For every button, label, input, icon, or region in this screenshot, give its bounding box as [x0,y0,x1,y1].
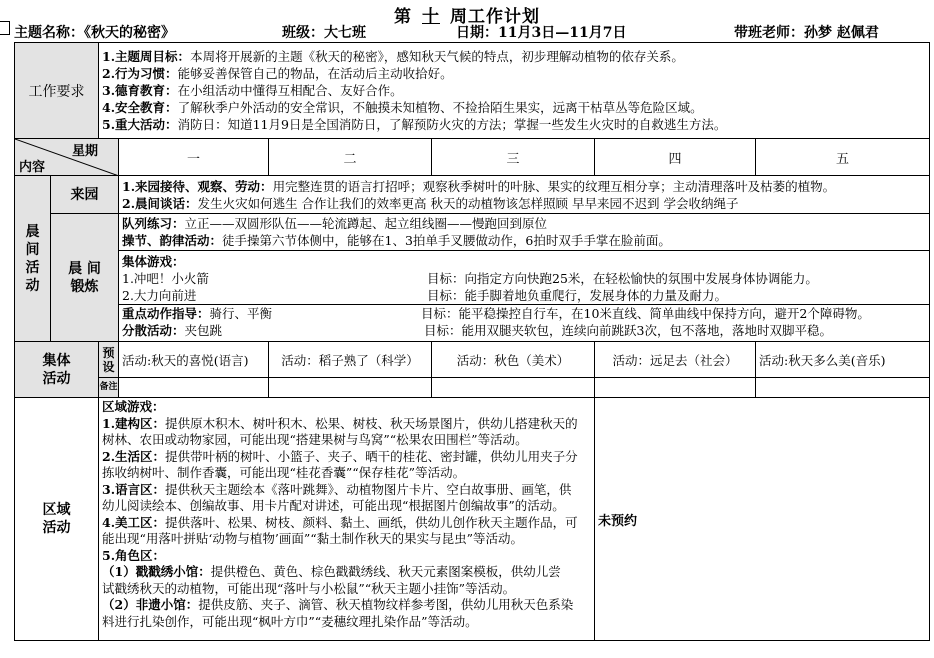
teachers: 带班老师：孙梦 赵佩君 [734,25,879,41]
work-req-label: 工作要求 [15,43,99,139]
weekly-plan-table [14,42,930,641]
note-label: 备注 [99,378,119,398]
reservation-status: 未预约 [595,398,930,641]
week-number: 十 [422,7,440,27]
page-title: 第 十 周工作计划 [394,7,540,27]
week-corner-cell [15,139,119,176]
exercise-label: 晨 间 锻炼 [51,214,119,342]
activity-tue: 活动：稻子熟了（科学） [269,342,432,378]
morning-activity-label: 晨 间 活 动 [15,176,51,342]
date-range: 日期：11月3日—11月7日 [456,25,627,41]
preset-label: 预设 [99,342,119,378]
games-content: 集体游戏： 1.冲吧！小火箭 目标：向指定方向快跑25米，在轻松愉快的氛围中发展身体协调能力。 2.大力向前进 目标：能手脚着地负重爬行，发展身体的力量及耐力。 重点动作指导：骑行、平衡 目标：能平稳操控自行车，在10米直线、简单曲线中保持方向，避开2个障碍物。 分散活动：夹包跳 目标：能用双腿夹软包，连续向前跳跃3次，包不落地，落地时双脚平稳。 [119,251,930,342]
corner-weekday-label: 星期 [71,144,98,159]
header-row [14,22,929,40]
work-req-content: 1.主题周目标：本周将开展新的主题《秋天的秘密》，感知秋天气候的特点，初步理解动植物的依存关系。 2.行为习惯：能够妥善保管自己的物品，在活动后主动收拾好。 3.德育教育：在小组活动中懂得互相配合、友好合作。 4.安全教育：了解秋季户外活动的安全常识，不触摸未知植物、不捡拾陌生果实，远离干枯草丛等危险区域。 5.重大活动：消防日：知道11月9日是全国消防日，了解预防火灾的方法；掌握一些发生火灾时的自救逃生方法。 [99,43,930,139]
activity-thu: 活动：远足去（社会） [595,342,756,378]
game-row: 1.冲吧！小火箭 目标：向指定方向快跑25米，在轻松愉快的氛围中发展身体协调能力。 [122,271,818,286]
corner-content-label: 内容 [19,160,46,175]
drill-content: 队列练习：立正——双圆形队伍——轮流蹲起、起立组线圈——慢跑回到原位 操节、韵律活动：徒手操第六节体侧中，能够在1、3拍单手叉腰做动作，6拍时双手手掌在脸前面。 [119,214,930,251]
skill-row: 分散活动：夹包跳 目标：能用双腿夹软包，连续向前跳跃3次，包不落地，落地时双脚平稳。 [122,323,832,338]
area-activity-label: 区域 活动 [15,398,99,641]
area-content: 区域游戏： 1.建构区：提供原木积木、树叶积木、松果、树枝、秋天场景图片，供幼儿搭建秋天的 树林、农田或动物家园，可能出现“搭建果树与鸟窝”“松果农田围栏”等活动。 2.生活区：提供带叶柄的树叶、小篮子、夹子、晒干的桂花、密封罐，供幼儿用夹子分 拣收纳树叶、制作香囊，可能出现“桂花香囊”“保存桂花”等活动。 3.语言区：提供秋天主题绘本《落叶跳舞》、动植物图片卡片、空白故事册、画笔，供 幼儿阅读绘本、创编故事、用卡片配对讲述，可能出现“根据图片创编故事”的活动。 4.美工区：提供落叶、松果、树枝、颜料、黏土、画纸，供幼儿创作秋天主题作品，可 能出现“用落叶拼贴‘动物与植物’画面”“黏土制作秋天的果实与昆虫”等活动。 5.角色区： （1）戳戳绣小馆：提供橙色、黄色、棕色戳戳绣线、秋天元素图案模板，供幼儿尝 试戳绣秋天的动植物，可能出现“落叶与小松鼠”“秋天主题小挂饰”等活动。 （2）非遗小馆：提供皮筋、夹子、滴管、秋天植物纹样参考图，供幼儿用秋天色系染 料进行扎染创作，可能出现“枫叶方巾”“麦穗纹理扎染作品”等活动。 [99,398,595,641]
arrival-label: 来园 [51,176,119,214]
class-name: 班级：大七班 [282,25,366,41]
day-mon: 一 [119,139,269,176]
activity-mon: 活动:秋天的喜悦(语言) [119,342,269,378]
arrival-content: 1.来园接待、观察、劳动：用完整连贯的语言打招呼；观察秋季树叶的叶脉、果实的纹理互相分享；主动清理落叶及枯萎的植物。 2.晨间谈话：发生火灾如何逃生 合作让我们的效率更高 秋天的动植物该怎样照顾 早早来园不迟到 学会收纳绳子 [119,176,930,214]
activity-fri: 活动:秋天多么美(音乐) [756,342,930,378]
skill-row: 重点动作指导：骑行、平衡 目标：能平稳操控自行车，在10米直线、简单曲线中保持方向，避开2个障碍物。 [119,304,929,322]
collective-activity-label: 集体 活动 [15,342,99,398]
activity-wed: 活动：秋色（美术） [432,342,595,378]
theme-name: 主题名称：《秋天的秘密》 [14,25,175,41]
day-thu: 四 [595,139,756,176]
day-wed: 三 [432,139,595,176]
day-tue: 二 [269,139,432,176]
day-fri: 五 [756,139,930,176]
game-row: 2.大力向前进 目标：能手脚着地负重爬行，发展身体的力量及耐力。 [122,288,728,303]
